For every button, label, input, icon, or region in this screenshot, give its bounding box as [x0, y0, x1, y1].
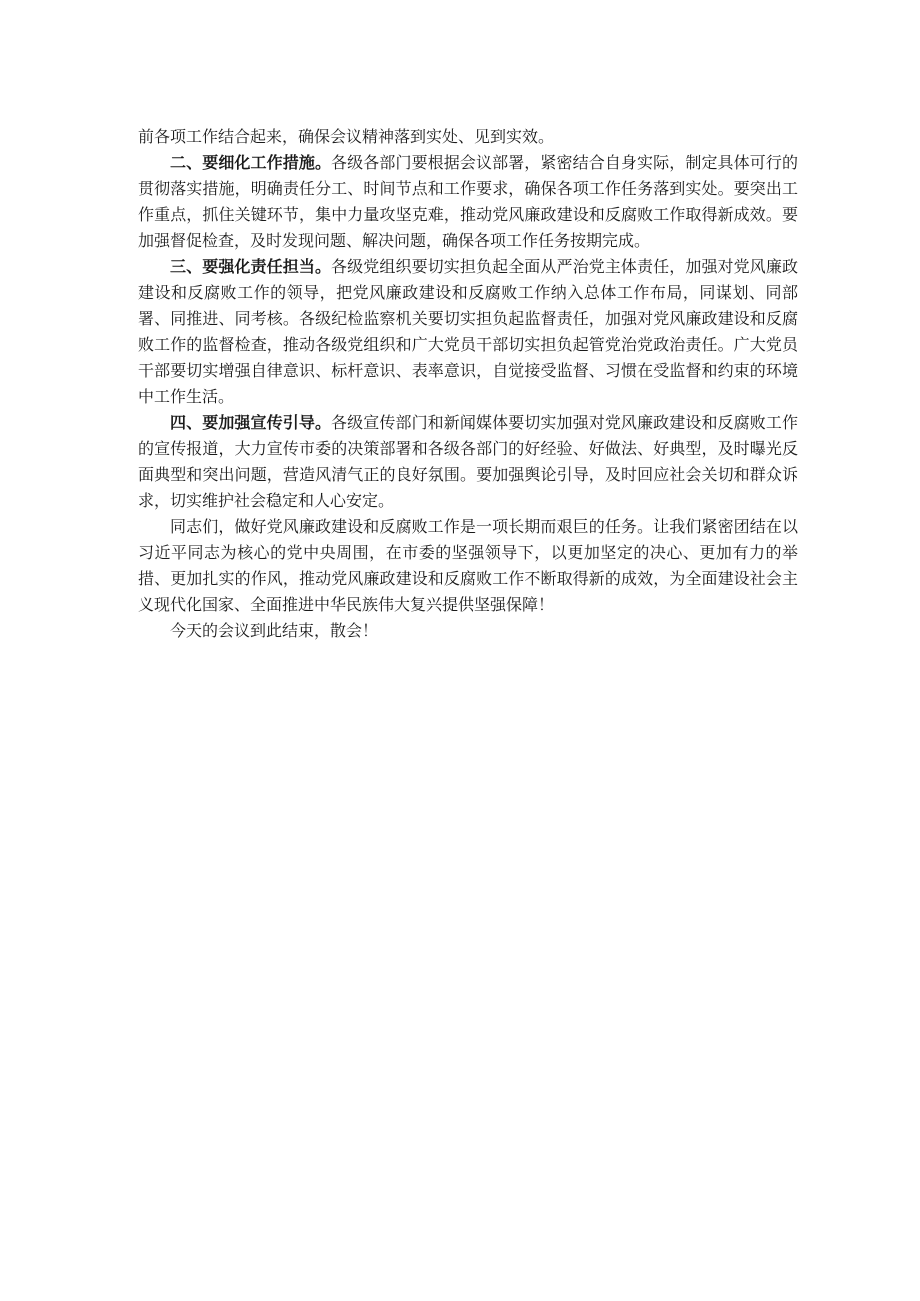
paragraph-body: 同志们，做好党风廉政建设和反腐败工作是一项长期而艰巨的任务。让我们紧密团结在以习近平同志为核心的党中央周围，在市委的坚强领导下，以更加坚定的决心、更加有力的举措、更加扎实的作风，推动党风廉政建设和反腐败工作不断取得新的成效，为全面建设社会主义现代化国家、全面推进中华民族伟大复兴提供坚强保障！	[138, 517, 798, 614]
paragraph-closing	[138, 514, 798, 618]
paragraph-body: 各级宣传部门和新闻媒体要切实加强对党风廉政建设和反腐败工作的宣传报道，大力宣传市委的决策部署和各级各部门的好经验、好做法、好典型，及时曝光反面典型和突出问题，营造风清气正的良好氛围。要加强舆论引导，及时回应社会关切和群众诉求，切实维护社会稳定和人心安定。	[138, 413, 798, 510]
paragraph-section-3	[138, 254, 798, 410]
section-heading: 四、要加强宣传引导。	[170, 413, 332, 432]
paragraph-body: 今天的会议到此结束，散会！	[170, 621, 379, 640]
section-heading: 三、要强化责任担当。	[170, 257, 332, 276]
paragraph-body: 各级党组织要切实担负起全面从严治党主体责任，加强对党风廉政建设和反腐败工作的领导，把党风廉政建设和反腐败工作纳入总体工作布局，同谋划、同部署、同推进、同考核。各级纪检监察机关要切实担负起监督责任，加强对党风廉政建设和反腐败工作的监督检查，推动各级党组织和广大党员干部切实担负起管党治党政治责任。广大党员干部要切实增强自律意识、标杆意识、表率意识，自觉接受监督、习惯在受监督和约束的环境中工作生活。	[138, 257, 798, 406]
paragraph-body: 各级各部门要根据会议部署，紧密结合自身实际，制定具体可行的贯彻落实措施，明确责任分工、时间节点和工作要求，确保各项工作任务落到实处。要突出工作重点，抓住关键环节，集中力量攻坚克难，推动党风廉政建设和反腐败工作取得新成效。要加强督促检查，及时发现问题、解决问题，确保各项工作任务按期完成。	[138, 153, 798, 250]
paragraph-section-4	[138, 410, 798, 514]
paragraph-body: 前各项工作结合起来，确保会议精神落到实处、见到实效。	[138, 127, 555, 146]
paragraph-adjourn	[138, 618, 798, 644]
section-heading: 二、要细化工作措施。	[170, 153, 332, 172]
paragraph-continuation	[138, 124, 798, 150]
document-page	[138, 124, 798, 644]
paragraph-section-2	[138, 150, 798, 254]
